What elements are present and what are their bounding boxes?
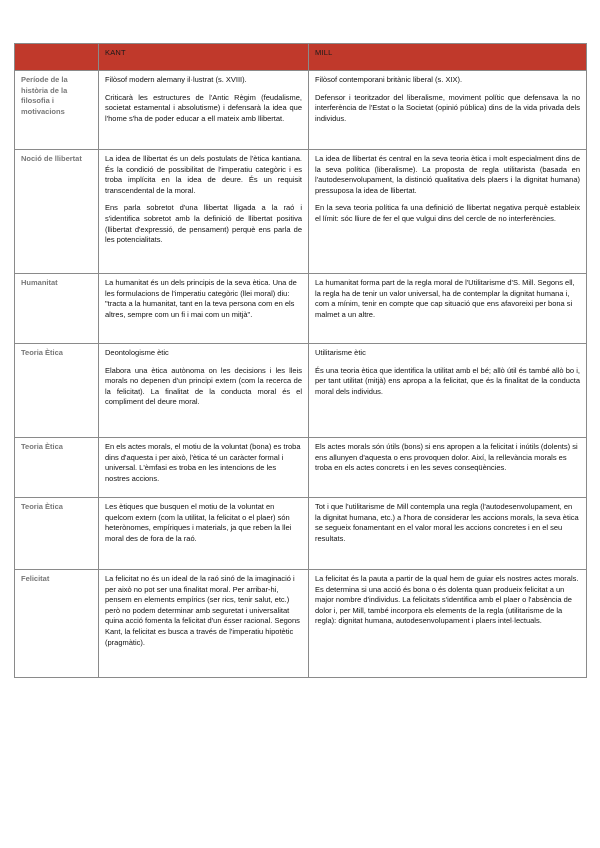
row-label: Humanitat: [15, 274, 99, 344]
table-row: [15, 570, 587, 678]
table-row: [15, 344, 587, 438]
mill-cell: [309, 71, 587, 150]
cell-paragraph: La humanitat és un dels principis de la seva ètica. Una de les formulacions de l'imperatiu categòric (llei moral) diu: "tracta a la humanitat, tant en la teva persona com en els altres, sempre com un fi i mai com un mitjà".: [105, 278, 297, 319]
row-label: Felicitat: [15, 570, 99, 678]
cell-paragraph: La idea de llibertat és un dels postulats de l'ètica kantiana. És la condició de possibilitat de l'imperatiu categòric i es troba implícita en la idea de deure. És un requisit transcendental de la moral.: [105, 154, 302, 195]
cell-paragraph: Filòsof contemporani britànic liberal (s. XIX).: [315, 75, 463, 84]
cell-paragraph: Ens parla sobretot d'una llibertat lligada a la raó i s'identifica sobretot amb la definició de llibertat positiva (llibertat d'expressió, de pensament) perquè ens parla de les potencialitats.: [105, 203, 302, 245]
header-row: [15, 44, 587, 71]
cell-paragraph: En els actes morals, el motiu de la voluntat (bona) es troba dins d'aquesta i per això, l'ètica té un caràcter formal i universal. L'èmfasi es troba en les intencions de les nostres accions.: [105, 442, 301, 483]
cell-paragraph: Criticarà les estructures de l'Antic Règim (feudalisme, societat estamental i absolutisme) i defensarà la idea que l'home s'ha de poder educar a ell mateix amb llibertat.: [105, 92, 302, 123]
header-kant: KANT: [99, 44, 309, 71]
row-label: Teoria Ètica: [15, 498, 99, 570]
row-label: Teoria Ètica: [15, 344, 99, 438]
cell-paragraph: Filòsof modern alemany il·lustrat (s. XVIII).: [105, 75, 247, 84]
mill-cell: [309, 274, 587, 344]
cell-paragraph: Utilitarisme ètic: [315, 348, 366, 357]
cell-paragraph: Elabora una ètica autònoma on les decisions i les lleis morals no depenen d'un principi extern (com la recerca de la felicitat). La finalitat de la conducta moral és el compliment del deure moral.: [105, 365, 302, 407]
table-row: [15, 71, 587, 150]
cell-paragraph: Deontologisme ètic: [105, 348, 169, 357]
comparison-table: [14, 43, 587, 678]
cell-paragraph: La felicitat és la pauta a partir de la qual hem de guiar els nostres actes morals. Es determina si una acció és bona o és dolenta quan produeix felicitat a un major nombre d'individus. La felicitats s'identifica amb el plaer o l'absència de dolor i, per Mill, també incorpora els elements de la regla (utilitarisme de la regla): dignitat humana, autodesenvolupament i plaers intel·lectuals.: [315, 574, 579, 626]
row-label: Teoria Ètica: [15, 438, 99, 498]
cell-paragraph: És una teoria ètica que identifica la utilitat amb el bé; allò útil és també allò bo i, per tant utilitat (mitjà) ens apropa a la felicitat, que és la finalitat de la conducta moral dels individus.: [315, 365, 580, 396]
cell-paragraph: Tot i que l'utilitarisme de Mill contempla una regla (l'autodesenvolupament, en la dignitat humana, etc.) a l'hora de considerar les accions morals, la seva ètica se segueix fonamentant en el valor moral les accions concretes i en el seu resultats.: [315, 502, 579, 543]
cell-paragraph: La felicitat no és un ideal de la raó sinó de la imaginació i per això no pot ser una finalitat moral. Per arribar-hi, pensem en elements empírics (ser rics, tenir salut, etc.) però no podem determinar amb seguretat i universalitat quina acció fomenta la felicitat d'un ésser racional. Segons Kant, la felicitat es busca a través de l'imperatiu hipotètic (pragmàtic).: [105, 574, 300, 647]
mill-cell: [309, 150, 587, 274]
kant-cell: [99, 150, 309, 274]
header-mill: MILL: [309, 44, 587, 71]
kant-cell: [99, 344, 309, 438]
mill-cell: [309, 438, 587, 498]
kant-cell: [99, 570, 309, 678]
cell-paragraph: Els actes morals són útils (bons) si ens apropen a la felicitat i inútils (dolents) si ens allunyen d'aquesta o ens provoquen dolor. Així, la rellevància morals es troba en els actes concrets i en les seves conseqüències.: [315, 442, 578, 473]
kant-cell: [99, 498, 309, 570]
table-row: [15, 498, 587, 570]
row-label: Noció de llibertat: [15, 150, 99, 274]
mill-cell: [309, 498, 587, 570]
table-row: [15, 438, 587, 498]
cell-paragraph: La idea de llibertat és central en la seva teoria ètica i molt especialment dins de la seva política (liberalisme). La proposta de regla utilitarista (basada en l'autodesenvolupament, la distinció qualitativa dels plaers i la dignitat humana) pressuposa la idea de llibertat.: [315, 154, 580, 195]
kant-cell: [99, 71, 309, 150]
kant-cell: [99, 274, 309, 344]
table-row: [15, 274, 587, 344]
row-label: Període de la història de la filosofia i motivacions: [15, 71, 99, 150]
mill-cell: [309, 344, 587, 438]
header-empty-cell: [15, 44, 99, 71]
cell-paragraph: En la seva teoria política fa una definició de llibertat negativa perquè estableix el límit: sóc lliure de fer el que vulgui dins del cercle de no interferències.: [315, 203, 580, 223]
cell-paragraph: Les ètiques que busquen el motiu de la voluntat en quelcom extern (com la utilitat, la felicitat o el plaer) són heterònomes, empíriques i materials, ja que reben la llei moral des de fora de la raó.: [105, 502, 292, 543]
table-header: [15, 44, 587, 71]
kant-cell: [99, 438, 309, 498]
cell-paragraph: Defensor i teoritzador del liberalisme, moviment polític que defensava la no interferència de l'Estat o la Societat (opinió pública) dins de la vida privada dels individus.: [315, 92, 580, 123]
table-row: [15, 150, 587, 274]
cell-paragraph: La humanitat forma part de la regla moral de l'Utilitarisme d'S. Mill. Segons ell, la regla ha de tenir un valor universal, ha de contemplar la dignitat humana i, com a mínim, tenir en compte que cap situació que ens afavoreixi per bona si malmet a un altre.: [315, 278, 575, 319]
mill-cell: [309, 570, 587, 678]
